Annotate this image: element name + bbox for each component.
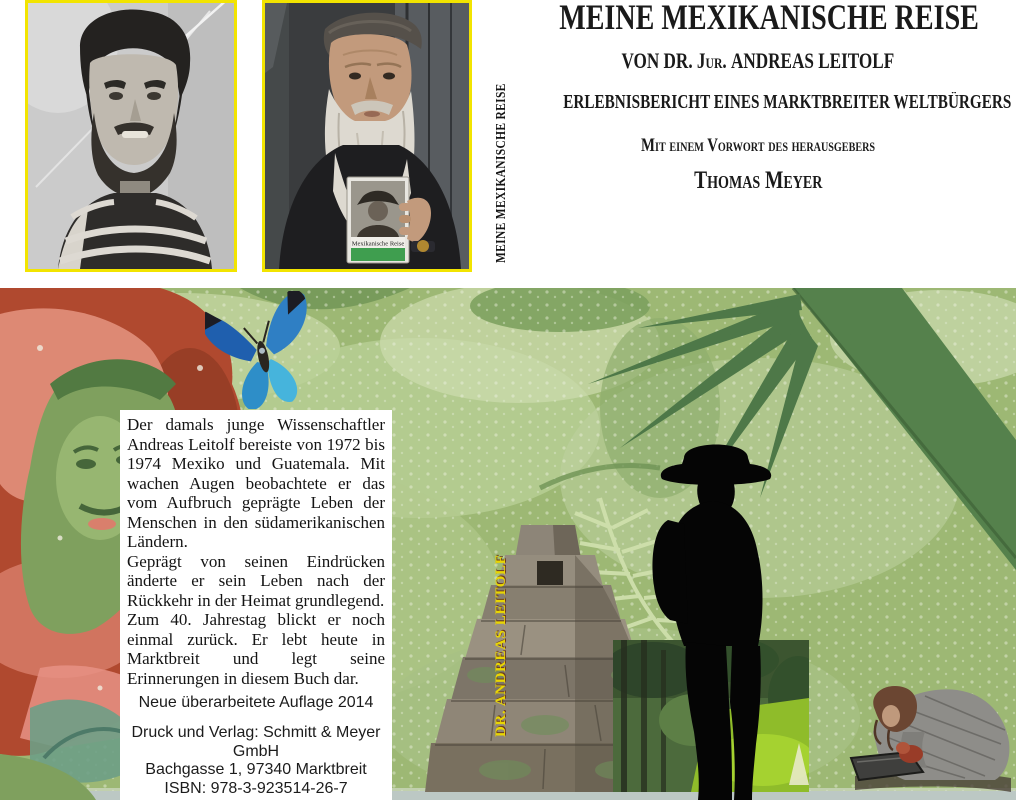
subtitle-line: ERLEBNISBERICHT EINES MARKTBREITER WELTBÜRGERS xyxy=(563,92,1012,113)
photo-young-leitolf xyxy=(25,0,237,272)
young-portrait-illustration xyxy=(28,3,234,269)
isbn-line: ISBN: 978-3-923514-26-7 xyxy=(164,779,348,797)
author-jur: Jur. xyxy=(697,48,732,73)
publisher-address: Bachgasse 1, 97340 Marktbreit xyxy=(145,761,367,778)
blurb-paragraph-1: Der damals junge Wissenschaftler Andreas Leitolf bereiste von 1972 bis 1974 Mexiko und Guatemala. Mit wachen Augen beobachtete er das vom Aufbruch geprägte Leben der Menschen in den südamerikanischen Ländern. xyxy=(127,415,385,551)
back-cover-blurb-box xyxy=(120,410,392,800)
book-title: MEINE MEXIKANISCHE REISE xyxy=(559,0,979,37)
held-book-title: Mexikanische Reise xyxy=(351,240,405,248)
old-portrait-illustration xyxy=(265,3,469,269)
author-prefix: VON DR. xyxy=(621,48,698,73)
author-line xyxy=(500,48,1016,74)
foreword-line: Mit einem Vorwort des herausgebers xyxy=(640,135,876,156)
photo-old-leitolf xyxy=(262,0,472,272)
spine-title-text: MEINE MEXIKANISCHE REISE xyxy=(493,83,508,263)
publisher-block xyxy=(127,724,385,798)
hiker-silhouette xyxy=(640,430,785,800)
author-name: ANDREAS LEITOLF xyxy=(731,48,895,73)
back-cover-collage xyxy=(0,288,1016,800)
editor-name: Thomas Meyer xyxy=(693,167,823,194)
back-cover-author-overlay: DR. ANDREAS LEITOLF xyxy=(493,554,509,737)
publisher-line: Druck und Verlag: Schmitt & Meyer GmbH xyxy=(131,724,381,760)
edition-note: Neue überarbeitete Auflage 2014 xyxy=(138,694,374,711)
blurb-paragraph-2: Geprägt von seinen Eindrücken änderte er sein Leben nach der Rückkehr in der Heimat grundlegend. xyxy=(127,551,385,610)
butterfly-illustration xyxy=(205,291,317,409)
blurb-paragraph-3: Zum 40. Jahrestag blickt er noch einmal zurück. Er lebt heute in Marktbreit und legt seine Erinnerungen in diesem Buch dar. xyxy=(127,610,385,688)
kneeling-figure xyxy=(845,680,1016,800)
front-cover-titles xyxy=(500,0,1016,288)
